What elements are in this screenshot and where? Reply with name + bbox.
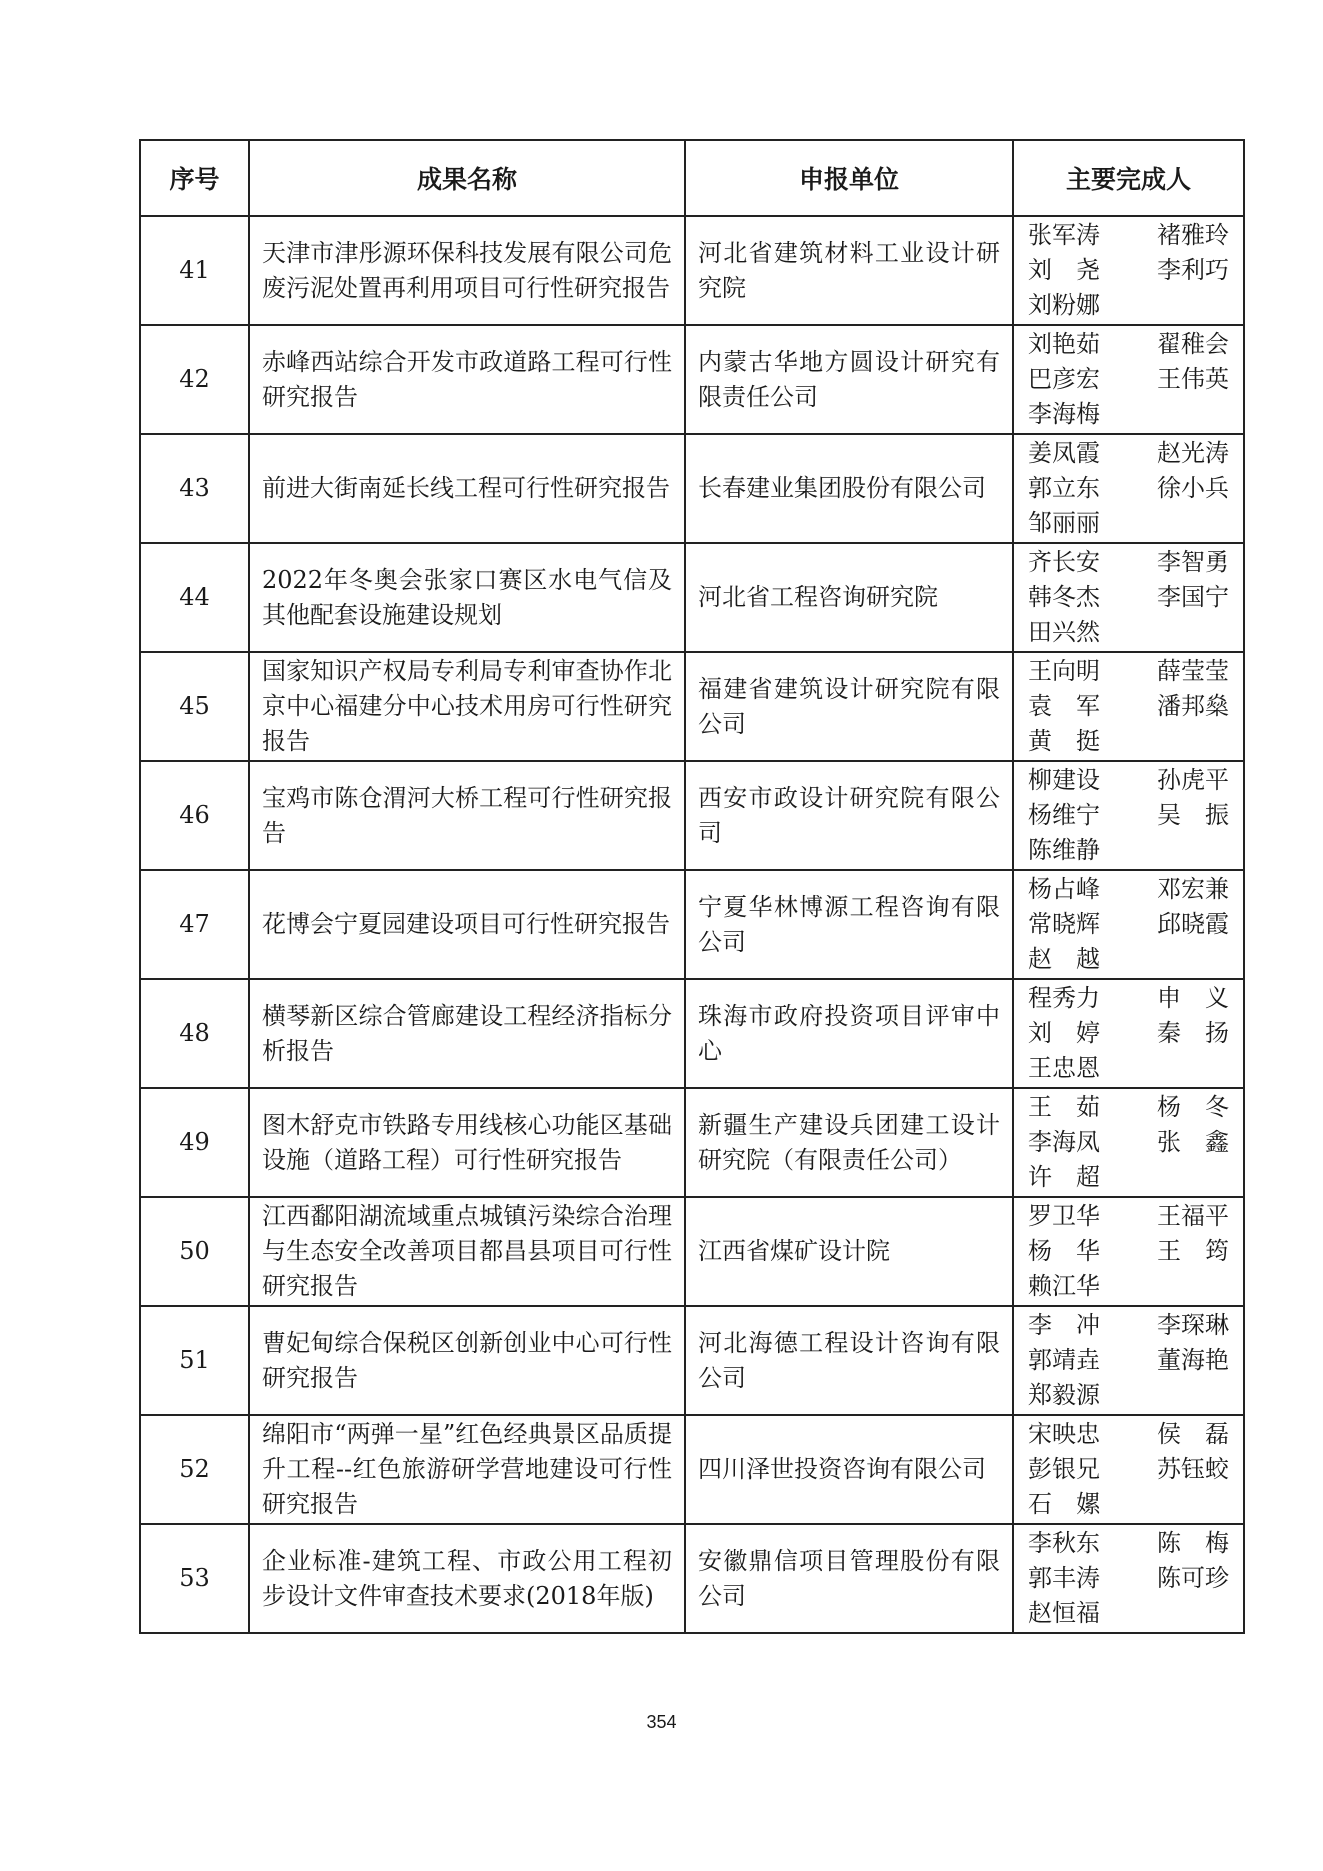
contributor-name: 王 茹 <box>1028 1093 1100 1121</box>
contributor-name: 李海凤 <box>1028 1128 1100 1156</box>
cell-applicant-unit: 河北海德工程设计咨询有限公司 <box>685 1306 1013 1415</box>
cell-achievement-name: 宝鸡市陈仓渭河大桥工程可行性研究报告 <box>249 761 685 870</box>
contributor-name: 李海梅 <box>1028 400 1100 428</box>
contributor-name: 罗卫华 <box>1028 1202 1100 1230</box>
cell-achievement-name: 横琴新区综合管廊建设工程经济指标分析报告 <box>249 979 685 1088</box>
contributor-name: 邱晓霞 <box>1157 910 1229 938</box>
cell-main-contributors <box>1013 1088 1244 1197</box>
cell-achievement-name: 天津市津彤源环保科技发展有限公司危废污泥处置再利用项目可行性研究报告 <box>249 216 685 325</box>
table-row <box>140 1197 1244 1306</box>
contributor-list <box>1028 545 1229 650</box>
contributor-name: 董海艳 <box>1157 1346 1229 1374</box>
table-row <box>140 1306 1244 1415</box>
contributor-name: 柳建设 <box>1028 766 1100 794</box>
cell-applicant-unit: 江西省煤矿设计院 <box>685 1197 1013 1306</box>
cell-achievement-name: 江西鄱阳湖流域重点城镇污染综合治理与生态安全改善项目都昌县项目可行性研究报告 <box>249 1197 685 1306</box>
cell-achievement-name: 国家知识产权局专利局专利审查协作北京中心福建分中心技术用房可行性研究报告 <box>249 652 685 761</box>
contributor-name: 李 冲 <box>1028 1311 1100 1339</box>
contributor-list <box>1028 327 1229 432</box>
cell-achievement-name: 赤峰西站综合开发市政道路工程可行性研究报告 <box>249 325 685 434</box>
cell-achievement-name: 曹妃甸综合保税区创新创业中心可行性研究报告 <box>249 1306 685 1415</box>
contributor-name: 刘 尧 <box>1028 256 1100 284</box>
cell-serial-number: 51 <box>140 1306 249 1415</box>
cell-serial-number: 53 <box>140 1524 249 1633</box>
contributor-name: 潘邦燊 <box>1157 692 1229 720</box>
contributor-name: 郭靖垚 <box>1028 1346 1100 1374</box>
table-row <box>140 761 1244 870</box>
header-main-contributors: 主要完成人 <box>1013 140 1244 216</box>
contributor-list <box>1028 1308 1229 1413</box>
contributor-name: 张 鑫 <box>1157 1128 1229 1156</box>
contributor-name: 秦 扬 <box>1157 1019 1229 1047</box>
contributor-name: 程秀力 <box>1028 984 1100 1012</box>
contributor-name: 宋映忠 <box>1028 1420 1100 1448</box>
table-row <box>140 1088 1244 1197</box>
cell-achievement-name: 2022年冬奥会张家口赛区水电气信及其他配套设施建设规划 <box>249 543 685 652</box>
cell-serial-number: 48 <box>140 979 249 1088</box>
cell-main-contributors <box>1013 870 1244 979</box>
cell-applicant-unit: 福建省建筑设计研究院有限公司 <box>685 652 1013 761</box>
contributor-name: 袁 军 <box>1028 692 1100 720</box>
contributor-name: 王忠恩 <box>1028 1054 1100 1082</box>
table-row <box>140 434 1244 543</box>
cell-achievement-name: 绵阳市“两弹一星”红色经典景区品质提升工程--红色旅游研学营地建设可行性研究报告 <box>249 1415 685 1524</box>
table-row <box>140 870 1244 979</box>
cell-serial-number: 52 <box>140 1415 249 1524</box>
cell-applicant-unit: 安徽鼎信项目管理股份有限公司 <box>685 1524 1013 1633</box>
contributor-name: 韩冬杰 <box>1028 583 1100 611</box>
table-row <box>140 325 1244 434</box>
contributor-name: 赵光涛 <box>1157 439 1229 467</box>
contributor-name: 黄 挺 <box>1028 727 1100 755</box>
contributor-list <box>1028 763 1229 868</box>
contributor-name: 王 筠 <box>1157 1237 1229 1265</box>
cell-applicant-unit: 河北省建筑材料工业设计研究院 <box>685 216 1013 325</box>
cell-achievement-name: 企业标准-建筑工程、市政公用工程初步设计文件审查技术要求(2018年版) <box>249 1524 685 1633</box>
cell-achievement-name: 图木舒克市铁路专用线核心功能区基础设施（道路工程）可行性研究报告 <box>249 1088 685 1197</box>
header-applicant-unit: 申报单位 <box>685 140 1013 216</box>
contributor-list <box>1028 654 1229 759</box>
cell-achievement-name: 花博会宁夏园建设项目可行性研究报告 <box>249 870 685 979</box>
contributor-name: 王福平 <box>1157 1202 1229 1230</box>
table-row <box>140 543 1244 652</box>
contributor-name: 杨 华 <box>1028 1237 1100 1265</box>
cell-main-contributors <box>1013 1415 1244 1524</box>
table-row <box>140 1524 1244 1633</box>
contributor-name: 赖江华 <box>1028 1272 1100 1300</box>
contributor-name: 彭银兄 <box>1028 1455 1100 1483</box>
cell-main-contributors <box>1013 979 1244 1088</box>
cell-main-contributors <box>1013 1306 1244 1415</box>
header-serial-number: 序号 <box>140 140 249 216</box>
contributor-name: 赵 越 <box>1028 945 1100 973</box>
table-row <box>140 652 1244 761</box>
contributor-name: 杨维宁 <box>1028 801 1100 829</box>
contributor-name: 陈可珍 <box>1157 1564 1229 1592</box>
contributor-name: 齐长安 <box>1028 548 1100 576</box>
contributor-name: 苏钰蛟 <box>1157 1455 1229 1483</box>
contributor-name: 侯 磊 <box>1157 1420 1229 1448</box>
cell-serial-number: 50 <box>140 1197 249 1306</box>
contributor-name: 姜凤霞 <box>1028 439 1100 467</box>
contributor-name: 邹丽丽 <box>1028 509 1100 537</box>
cell-serial-number: 42 <box>140 325 249 434</box>
contributor-name: 刘粉娜 <box>1028 291 1100 319</box>
contributor-name: 薛莹莹 <box>1157 657 1229 685</box>
contributor-name: 李智勇 <box>1157 548 1229 576</box>
contributor-name: 李秋东 <box>1028 1529 1100 1557</box>
page-number: 354 <box>646 1712 677 1732</box>
contributor-name: 王伟英 <box>1157 365 1229 393</box>
contributor-name: 郑毅源 <box>1028 1381 1100 1409</box>
contributor-name: 郭丰涛 <box>1028 1564 1100 1592</box>
cell-applicant-unit: 新疆生产建设兵团建工设计研究院（有限责任公司） <box>685 1088 1013 1197</box>
contributor-name: 刘 婷 <box>1028 1019 1100 1047</box>
contributor-list <box>1028 436 1229 541</box>
contributor-name: 李国宁 <box>1157 583 1229 611</box>
contributor-name: 张军涛 <box>1028 221 1100 249</box>
contributor-list <box>1028 872 1229 977</box>
cell-main-contributors <box>1013 1524 1244 1633</box>
contributor-name: 申 义 <box>1157 984 1229 1012</box>
cell-applicant-unit: 河北省工程咨询研究院 <box>685 543 1013 652</box>
contributor-name: 褚雅玲 <box>1157 221 1229 249</box>
contributor-name: 刘艳茹 <box>1028 330 1100 358</box>
table-header-row <box>140 140 1244 216</box>
contributor-name: 石 嫘 <box>1028 1490 1100 1518</box>
contributor-name: 翟稚会 <box>1157 330 1229 358</box>
contributor-list <box>1028 981 1229 1086</box>
cell-applicant-unit: 四川泽世投资咨询有限公司 <box>685 1415 1013 1524</box>
cell-achievement-name: 前进大街南延长线工程可行性研究报告 <box>249 434 685 543</box>
table-row <box>140 216 1244 325</box>
contributor-name: 孙虎平 <box>1157 766 1229 794</box>
cell-serial-number: 43 <box>140 434 249 543</box>
cell-serial-number: 49 <box>140 1088 249 1197</box>
header-achievement-name: 成果名称 <box>249 140 685 216</box>
contributor-name: 邓宏兼 <box>1157 875 1229 903</box>
contributor-name: 王向明 <box>1028 657 1100 685</box>
contributor-name: 许 超 <box>1028 1163 1100 1191</box>
contributor-list <box>1028 1199 1229 1304</box>
cell-main-contributors <box>1013 434 1244 543</box>
contributor-name: 巴彦宏 <box>1028 365 1100 393</box>
cell-serial-number: 46 <box>140 761 249 870</box>
contributor-name: 郭立东 <box>1028 474 1100 502</box>
cell-main-contributors <box>1013 652 1244 761</box>
contributor-name: 徐小兵 <box>1157 474 1229 502</box>
table-row <box>140 1415 1244 1524</box>
contributor-name: 陈 梅 <box>1157 1529 1229 1557</box>
cell-main-contributors <box>1013 1197 1244 1306</box>
contributor-name: 陈维静 <box>1028 836 1100 864</box>
contributor-list <box>1028 1090 1229 1195</box>
cell-serial-number: 45 <box>140 652 249 761</box>
cell-applicant-unit: 宁夏华林博源工程咨询有限公司 <box>685 870 1013 979</box>
achievements-table <box>139 139 1245 1634</box>
contributor-name: 杨 冬 <box>1157 1093 1229 1121</box>
table-body <box>140 216 1244 1633</box>
contributor-name: 李琛琳 <box>1157 1311 1229 1339</box>
contributor-name: 赵恒福 <box>1028 1599 1100 1627</box>
cell-serial-number: 47 <box>140 870 249 979</box>
cell-main-contributors <box>1013 543 1244 652</box>
contributor-list <box>1028 1526 1229 1631</box>
cell-serial-number: 44 <box>140 543 249 652</box>
cell-main-contributors <box>1013 216 1244 325</box>
table-row <box>140 979 1244 1088</box>
cell-main-contributors <box>1013 761 1244 870</box>
cell-applicant-unit: 内蒙古华地方圆设计研究有限责任公司 <box>685 325 1013 434</box>
contributor-list <box>1028 1417 1229 1522</box>
cell-main-contributors <box>1013 325 1244 434</box>
cell-applicant-unit: 长春建业集团股份有限公司 <box>685 434 1013 543</box>
cell-serial-number: 41 <box>140 216 249 325</box>
contributor-name: 杨占峰 <box>1028 875 1100 903</box>
cell-applicant-unit: 西安市政设计研究院有限公司 <box>685 761 1013 870</box>
contributor-name: 常晓辉 <box>1028 910 1100 938</box>
contributor-list <box>1028 218 1229 323</box>
contributor-name: 吴 振 <box>1157 801 1229 829</box>
contributor-name: 李利巧 <box>1157 256 1229 284</box>
cell-applicant-unit: 珠海市政府投资项目评审中心 <box>685 979 1013 1088</box>
contributor-name: 田兴然 <box>1028 618 1100 646</box>
